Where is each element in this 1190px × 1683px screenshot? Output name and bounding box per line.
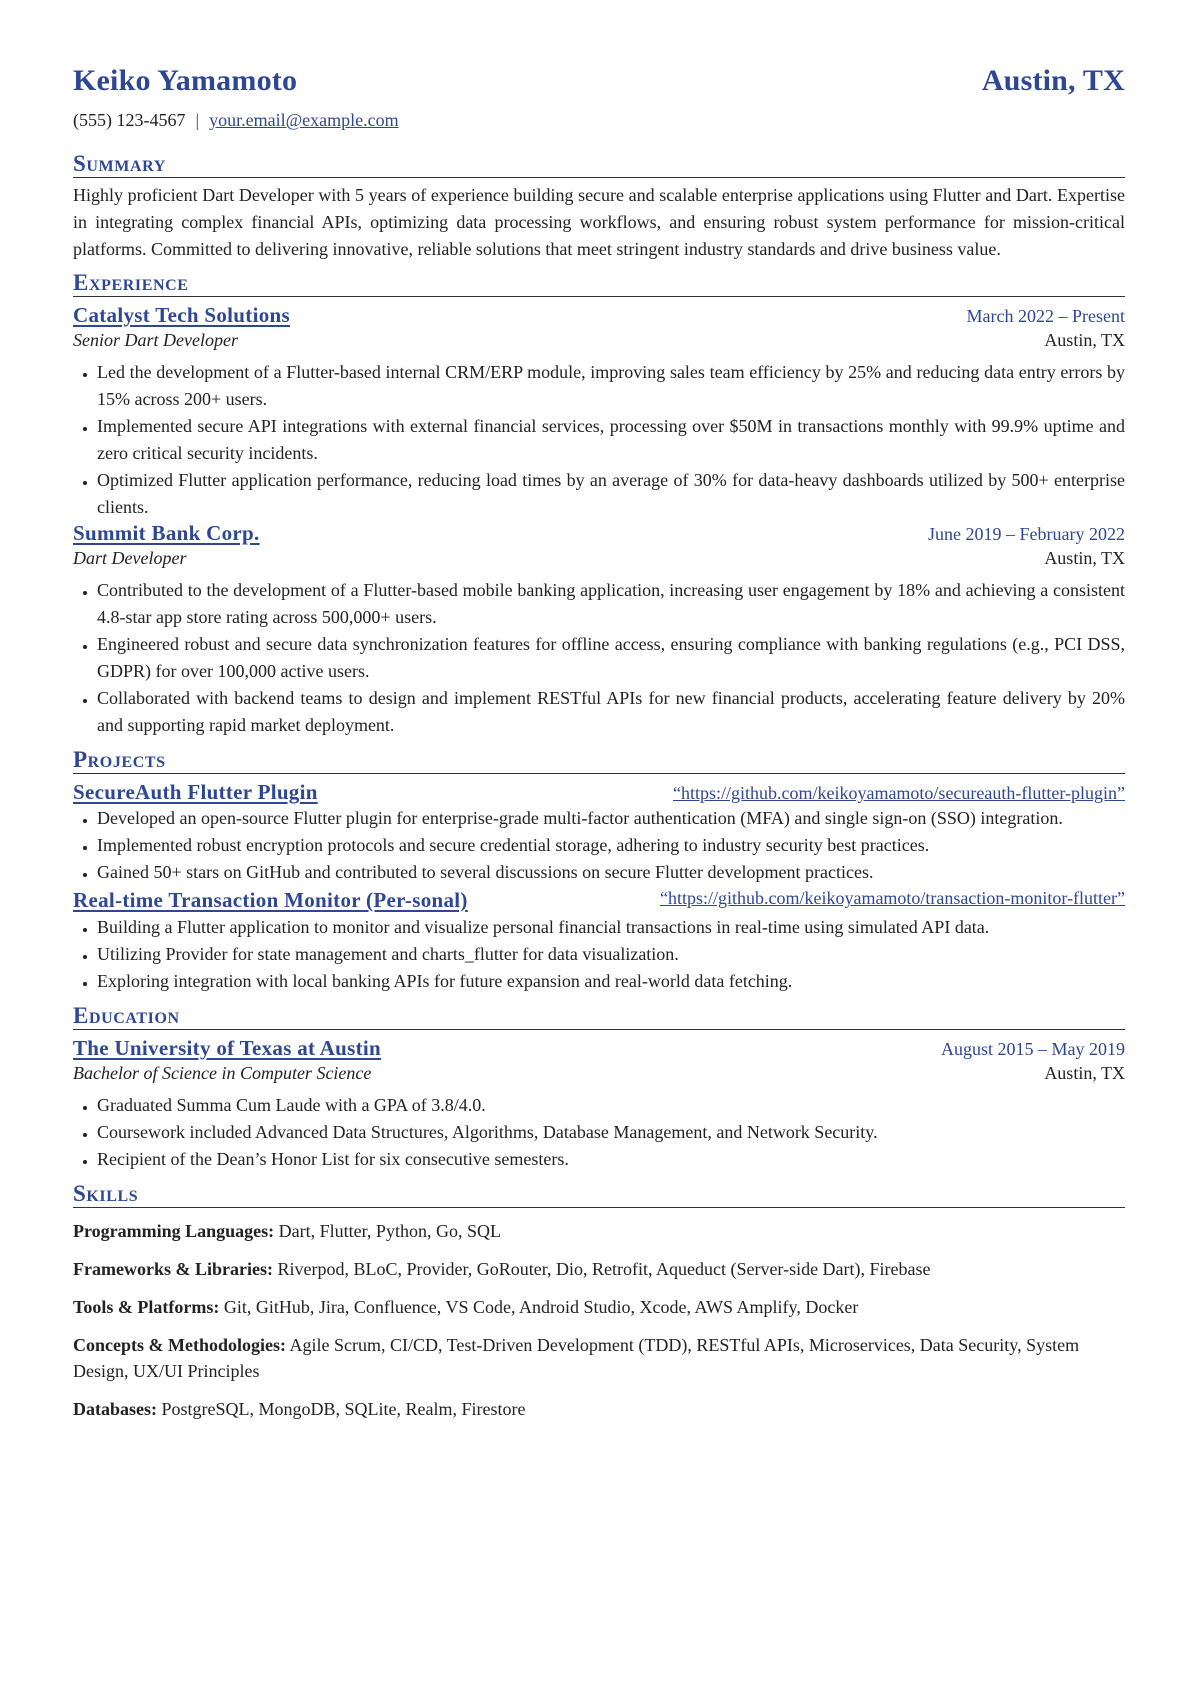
list-item: • Led the development of a Flutter-based internal CRM/ERP module, improving sales team efficiency by 25% and reducing data entry errors by 15% across 200+ users. <box>97 359 1125 413</box>
list-item: • Recipient of the Dean’s Honor List for six consecutive semesters. <box>97 1146 1125 1173</box>
list-item: • Developed an open-source Flutter plugin for enterprise-grade multi-factor authentication (MFA) and single sign-on (SSO) integration. <box>97 805 1125 832</box>
experience-entry <box>73 521 1125 739</box>
job-title: Senior Dart Developer <box>73 330 238 350</box>
education-dates: August 2015 – May 2019 <box>941 1039 1125 1059</box>
project-name[interactable]: Real-time Transaction Monitor (Per-sonal) <box>73 888 468 912</box>
project-name[interactable]: SecureAuth Flutter Plugin <box>73 780 318 804</box>
school-name[interactable]: The University of Texas at Austin <box>73 1036 382 1060</box>
job-dates: June 2019 – February 2022 <box>928 524 1125 544</box>
skill-line <box>73 1256 1125 1282</box>
skills-heading: Skills <box>73 1181 1125 1208</box>
job-bullets <box>73 577 1125 739</box>
job-location: Austin, TX <box>1044 548 1125 568</box>
company-name[interactable]: Summit Bank Corp. <box>73 521 260 545</box>
skill-label: Databases: <box>73 1399 157 1419</box>
education-heading: Education <box>73 1003 1125 1030</box>
contact-separator: | <box>195 110 200 130</box>
project-bullets <box>73 805 1125 886</box>
summary-heading: Summary <box>73 151 1125 178</box>
candidate-name: Keiko Yamamoto <box>73 64 298 97</box>
skill-line <box>73 1294 1125 1320</box>
skill-line <box>73 1396 1125 1422</box>
skill-label: Tools & Platforms: <box>73 1297 220 1317</box>
list-item: • Contributed to the development of a Flutter-based mobile banking application, increasing user engagement by 18% and achieving a consistent 4.8-star app store rating across 500,000+ users. <box>97 577 1125 631</box>
projects-heading: Projects <box>73 747 1125 774</box>
email-link[interactable]: your.email@example.com <box>209 110 399 130</box>
contact-info <box>73 110 1125 136</box>
projects-section <box>73 747 1125 995</box>
project-entry <box>73 886 1125 995</box>
list-item: • Graduated Summa Cum Laude with a GPA of 3.8/4.0. <box>97 1092 1125 1119</box>
skill-value: PostgreSQL, MongoDB, SQLite, Realm, Firestore <box>161 1399 526 1419</box>
skill-value: Agile Scrum, CI/CD, Test-Driven Development (TDD), RESTful APIs, Microservices, Data Security, System Design, UX/UI Principles <box>73 1335 1080 1381</box>
job-location: Austin, TX <box>1044 330 1125 350</box>
experience-entry <box>73 303 1125 521</box>
candidate-location: Austin, TX <box>981 64 1125 97</box>
skill-line <box>73 1218 1125 1244</box>
project-bullets <box>73 914 1125 995</box>
degree: Bachelor of Science in Computer Science <box>73 1063 372 1083</box>
education-section <box>73 1003 1125 1173</box>
company-name[interactable]: Catalyst Tech Solutions <box>73 303 290 327</box>
education-bullets <box>73 1092 1125 1173</box>
list-item: • Optimized Flutter application performance, reducing load times by an average of 30% for data-heavy dashboards utilized by 500+ enterprise clients. <box>97 467 1125 521</box>
project-link[interactable]: “https://github.com/keikoyamamoto/transaction-monitor-flutter” <box>659 888 1125 908</box>
list-item: • Coursework included Advanced Data Structures, Algorithms, Database Management, and Network Security. <box>97 1119 1125 1146</box>
summary-text: Highly proficient Dart Developer with 5 years of experience building secure and scalable enterprise applications using Flutter and Dart. Expertise in integrating complex financial APIs, optimizing data processing workflows, and ensuring robust system performance for mission-critical platforms. Committed to delivering innovative, reliable solutions that meet stringent industry standards and drive business value. <box>73 185 1125 259</box>
skill-label: Frameworks & Libraries: <box>73 1259 273 1279</box>
list-item: • Implemented secure API integrations with external financial services, processing over $50M in transactions monthly with 99.9% uptime and zero critical security incidents. <box>97 413 1125 467</box>
job-title: Dart Developer <box>73 548 187 568</box>
phone-number: (555) 123-4567 <box>73 110 186 130</box>
skills-list <box>73 1218 1125 1422</box>
experience-heading: Experience <box>73 270 1125 297</box>
education-entry <box>73 1036 1125 1173</box>
skill-value: Riverpod, BLoC, Provider, GoRouter, Dio, Retrofit, Aqueduct (Server-side Dart), Firebase <box>277 1259 931 1279</box>
skills-section <box>73 1181 1125 1422</box>
project-entry <box>73 780 1125 886</box>
list-item: • Gained 50+ stars on GitHub and contributed to several discussions on secure Flutter development practices. <box>97 859 1125 886</box>
list-item: • Exploring integration with local banking APIs for future expansion and real-world data fetching. <box>97 968 1125 995</box>
school-location: Austin, TX <box>1044 1063 1125 1083</box>
list-item: • Utilizing Provider for state management and charts_flutter for data visualization. <box>97 941 1125 968</box>
skill-label: Programming Languages: <box>73 1221 275 1241</box>
experience-section <box>73 270 1125 739</box>
skill-value: Git, GitHub, Jira, Confluence, VS Code, Android Studio, Xcode, AWS Amplify, Docker <box>223 1297 859 1317</box>
list-item: • Collaborated with backend teams to design and implement RESTful APIs for new financial products, accelerating feature delivery by 20% and supporting rapid market deployment. <box>97 685 1125 739</box>
job-bullets <box>73 359 1125 521</box>
list-item: • Engineered robust and secure data synchronization features for offline access, ensuring compliance with banking regulations (e.g., PCI DSS, GDPR) for over 100,000 active users. <box>97 631 1125 685</box>
skill-value: Dart, Flutter, Python, Go, SQL <box>278 1221 501 1241</box>
resume-header <box>73 64 1125 104</box>
job-dates: March 2022 – Present <box>966 306 1125 326</box>
list-item: • Building a Flutter application to monitor and visualize personal financial transactions in real-time using simulated API data. <box>97 914 1125 941</box>
skill-line <box>73 1332 1125 1384</box>
list-item: • Implemented robust encryption protocols and secure credential storage, adhering to industry security best practices. <box>97 832 1125 859</box>
project-link[interactable]: “https://github.com/keikoyamamoto/secureauth-flutter-plugin” <box>672 783 1125 803</box>
summary-section <box>73 151 1125 263</box>
skill-label: Concepts & Methodologies: <box>73 1335 286 1355</box>
